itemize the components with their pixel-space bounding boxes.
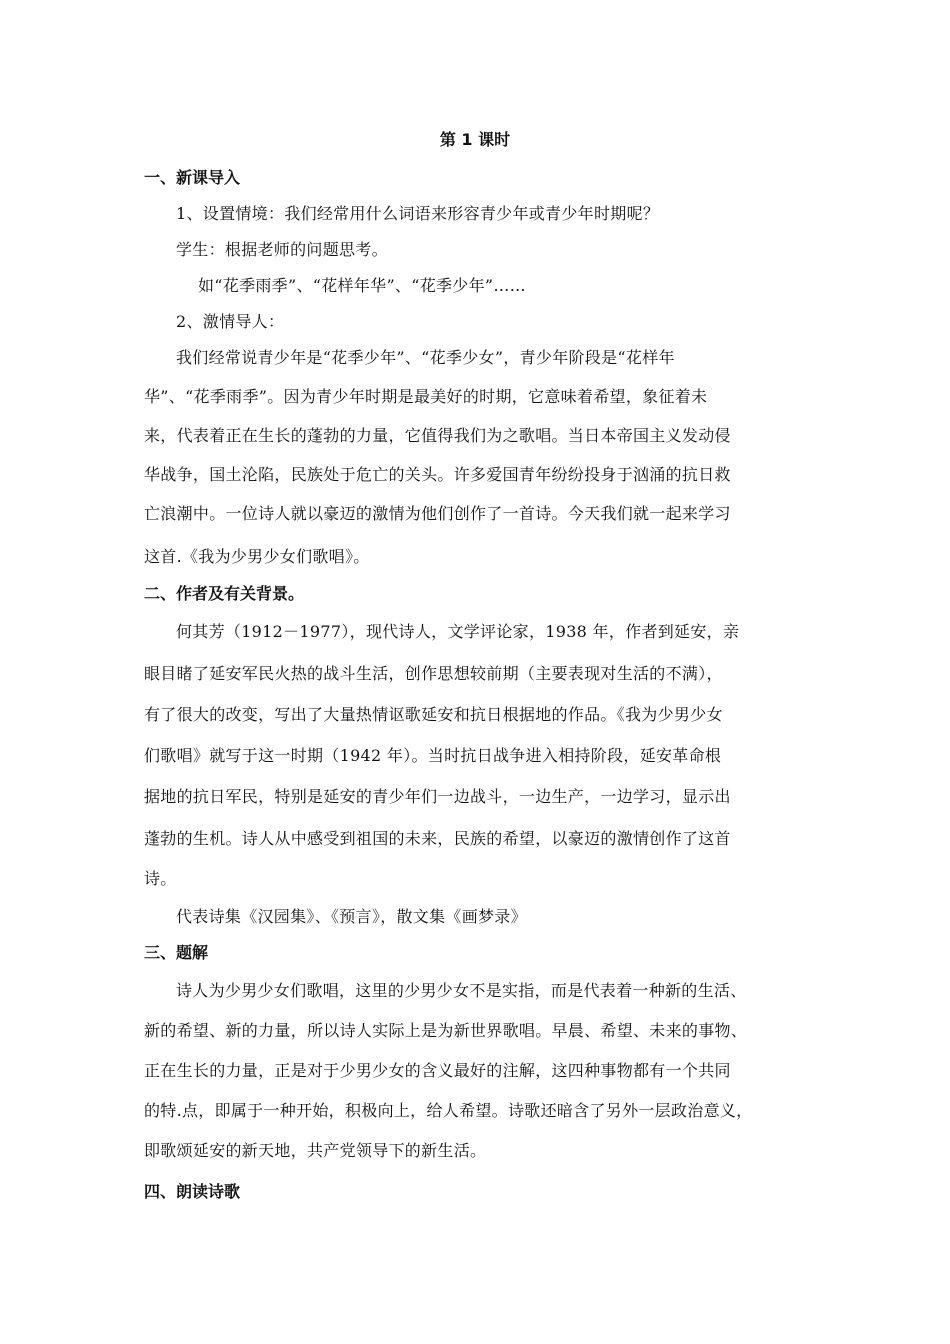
section-heading-title-explanation: 三、题解 (144, 943, 209, 962)
paragraph-line: 据地的抗日军民，特别是延安的青少年们一边战斗，一边生产，一边学习，显示出 (144, 787, 731, 806)
section-heading-author: 二、作者及有关背景。 (144, 584, 305, 603)
page-title: 第 1 课时 (439, 130, 511, 149)
paragraph-line: 蓬勃的生机。诗人从中感受到祖国的未来，民族的希望，以豪迈的激情创作了这首 (144, 829, 731, 848)
paragraph-line: 如“花季雨季”、“花样年华”、“花季少年”…… (198, 276, 526, 295)
paragraph-line: 代表诗集《汉园集》、《预言》，散文集《画梦录》 (176, 907, 527, 926)
paragraph-line: 1、设置情境：我们经常用什么词语来形容青少年或青少年时期呢？ (176, 204, 660, 223)
paragraph-line: 华”、“花季雨季”。因为青少年时期是最美好的时期，它意味着希望，象征着未 (144, 387, 708, 406)
paragraph-line: 来，代表着正在生长的蓬勃的力量，它值得我们为之歌唱。当日本帝国主义发动侵 (144, 426, 731, 445)
paragraph-line: 这首.《我为少男少女们歌唱》。 (144, 547, 370, 566)
paragraph-line: 新的希望、新的力量，所以诗人实际上是为新世界歌唱。早晨、希望、未来的事物、 (144, 1021, 748, 1040)
paragraph-line: 眼目睹了延安军民火热的战斗生活，创作思想较前期（主要表现对生活的不满）， (144, 664, 723, 683)
section-heading-intro: 一、新课导入 (144, 168, 241, 187)
section-heading-read-poem: 四、朗读诗歌 (144, 1182, 241, 1201)
paragraph-line: 有了很大的改变，写出了大量热情讴歌延安和抗日根据地的作品。《我为少男少女 (144, 705, 723, 724)
paragraph-line: 正在生长的力量，正是对于少男少女的含义最好的注解，这四种事物都有一个共同 (144, 1061, 731, 1080)
paragraph-line: 华战争，国土沦陷，民族处于危亡的关头。许多爱国青年纷纷投身于汹涌的抗日救 (144, 465, 731, 484)
paragraph-line: 即歌颂延安的新天地，共产党领导下的新生活。 (144, 1141, 487, 1160)
paragraph-line: 诗人为少男少女们歌唱，这里的少男少女不是实指，而是代表着一种新的生活、 (176, 981, 747, 1000)
paragraph-line: 2、激情导人： (176, 312, 285, 331)
paragraph-line: 亡浪潮中。一位诗人就以豪迈的激情为他们创作了一首诗。今天我们就一起来学习 (144, 504, 731, 523)
paragraph-line: 学生：根据老师的问题思考。 (176, 240, 388, 259)
paragraph-line: 们歌唱》就写于这一时期（1942 年）。当时抗日战争进入相持阶段，延安革命根 (144, 746, 722, 765)
paragraph-line: 的特.点，即属于一种开始，积极向上，给人希望。诗歌还暗含了另外一层政治意义， (144, 1101, 753, 1120)
paragraph-line: 诗。 (144, 869, 177, 888)
paragraph-line: 何其芳（1912－1977），现代诗人，文学评论家，1938 年，作者到延安，亲 (176, 622, 740, 641)
paragraph-line: 我们经常说青少年是“花季少年”、“花季少女”，青少年阶段是“花样年 (176, 348, 675, 367)
